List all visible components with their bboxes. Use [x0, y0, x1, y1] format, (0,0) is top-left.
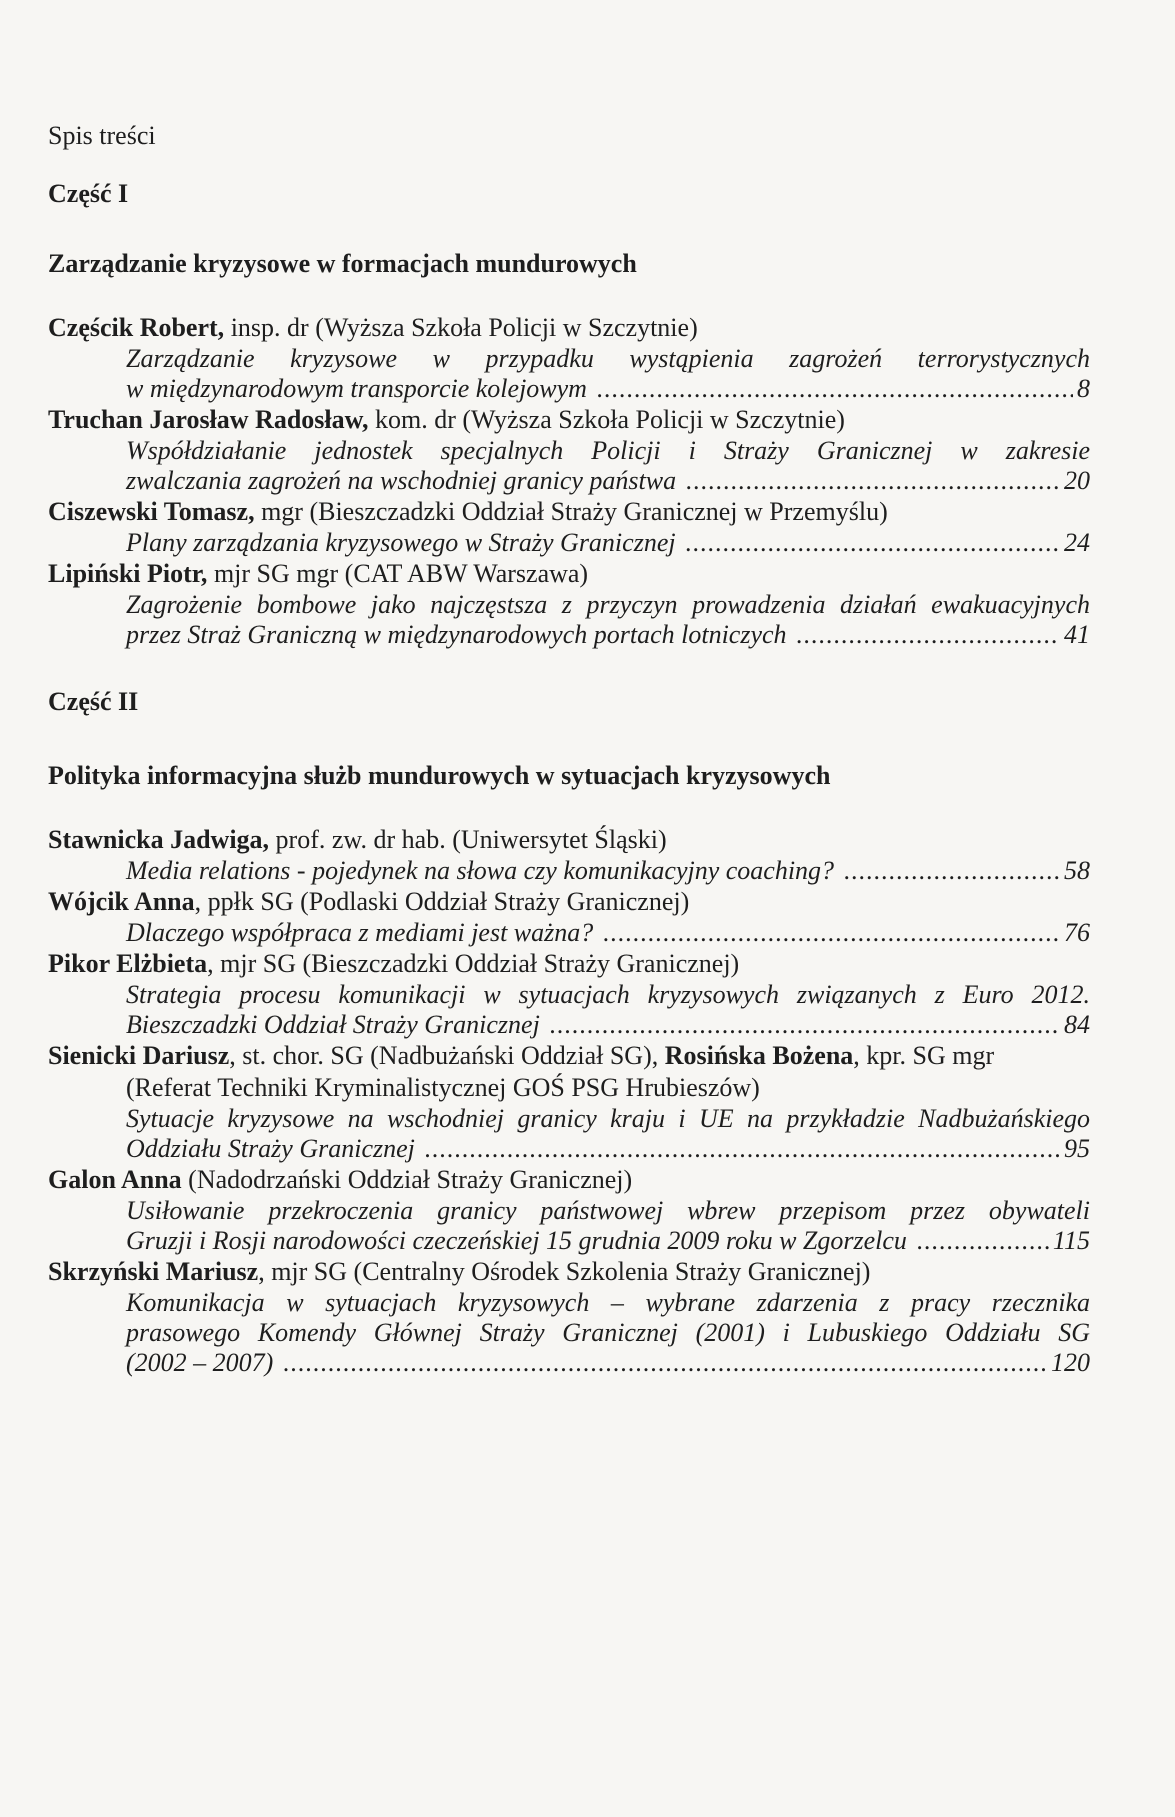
leader-dots — [686, 528, 1060, 558]
entry-title-text: (2002 – 2007) — [126, 1348, 274, 1377]
author-name: Pikor Elżbieta — [48, 949, 208, 978]
toc-entry — [48, 1164, 1090, 1256]
author-name: Truchan Jarosław Radosław, — [48, 405, 369, 434]
entry-title-text: w międzynarodowym transporcie kolejowym — [126, 374, 587, 403]
entry-title-line: Sytuacje kryzysowe na wschodniej granicy kraju i UE na przykładzie Nadbużańskiego — [126, 1104, 1090, 1133]
toc-entry — [48, 558, 1090, 650]
entry-title-last[interactable] — [126, 1010, 1090, 1040]
part-title: Zarządzanie kryzysowe w formacjach mundurowych — [48, 249, 637, 278]
toc-entry — [48, 824, 1090, 886]
entry-title-text: Media relations - pojedynek na słowa czy komunikacyjny coaching? — [126, 856, 835, 885]
entry-author — [48, 824, 1090, 856]
entry-title-text: Gruzji i Rosji narodowości czeczeńskiej 15 grudnia 2009 roku w Zgorzelcu — [126, 1226, 907, 1255]
author-affiliation: insp. dr (Wyższa Szkoła Policji w Szczytnie) — [224, 313, 698, 342]
coauthor-affiliation: , kpr. SG mgr — [853, 1041, 995, 1070]
entry-author — [48, 886, 1090, 918]
entry-title-text: Dlaczego współpraca z mediami jest ważna? — [126, 918, 594, 947]
author-name: Sienicki Dariusz — [48, 1041, 230, 1070]
author-affiliation: , st. chor. SG (Nadbużański Oddział SG), — [229, 1041, 665, 1070]
leader-dots — [597, 374, 1073, 404]
entry-title-last[interactable] — [126, 1134, 1090, 1164]
entry-title-last[interactable] — [126, 620, 1090, 650]
page-number: 41 — [1064, 620, 1090, 649]
entry-list — [48, 824, 1090, 1378]
page-number: 115 — [1052, 1226, 1090, 1255]
leader-dots — [844, 856, 1060, 886]
entry-title-line: prasowego Komendy Głównej Straży Granicznej (2001) i Lubuskiego Oddziału SG — [126, 1318, 1090, 1347]
author-name: Skrzyński Mariusz — [48, 1257, 259, 1286]
toc-entry — [48, 1040, 1090, 1164]
author-affiliation: (Nadodrzański Oddział Straży Granicznej) — [181, 1165, 633, 1194]
entry-title-line: Współdziałanie jednostek specjalnych Policji i Straży Granicznej w zakresie — [126, 436, 1090, 465]
page-number: 20 — [1064, 466, 1090, 495]
entry-title-last[interactable] — [126, 528, 1090, 558]
author-name: Częścik Robert, — [48, 313, 225, 342]
part-title: Polityka informacyjna służb mundurowych w sytuacjach kryzysowych — [48, 761, 831, 790]
toc-entry — [48, 1256, 1090, 1378]
entry-title-text: Oddziału Straży Granicznej — [126, 1134, 415, 1163]
author-name: Galon Anna — [48, 1165, 182, 1194]
page-number: 120 — [1051, 1348, 1090, 1377]
page-number: 95 — [1064, 1134, 1090, 1163]
author-affiliation: , ppłk SG (Podlaski Oddział Straży Granicznej) — [194, 887, 690, 916]
entry-title-line: Strategia procesu komunikacji w sytuacjach kryzysowych związanych z Euro 2012. — [126, 980, 1090, 1009]
leader-dots — [603, 918, 1060, 948]
leader-dots — [797, 620, 1060, 650]
author-name: Lipiński Piotr, — [48, 559, 208, 588]
entry-title-line: Zarządzanie kryzysowe w przypadku wystąpienia zagrożeń terrorystycznych — [126, 344, 1090, 373]
leader-dots — [283, 1348, 1047, 1378]
toc-heading: Spis treści — [48, 121, 156, 150]
entry-title-line: Zagrożenie bombowe jako najczęstsza z przyczyn prowadzenia działań ewakuacyjnych — [126, 590, 1090, 619]
part-label: Część II — [48, 687, 139, 716]
author-name: Ciszewski Tomasz, — [48, 497, 255, 526]
entry-author — [48, 1164, 1090, 1196]
page-number: 58 — [1064, 856, 1090, 885]
part-label: Część I — [48, 179, 129, 208]
entry-title-text: zwalczania zagrożeń na wschodniej granicy państwa — [126, 466, 677, 495]
leader-dots — [425, 1134, 1060, 1164]
author-name: Stawnicka Jadwiga, — [48, 825, 270, 854]
author-affiliation: , mjr SG (Centralny Ośrodek Szkolenia Straży Granicznej) — [258, 1257, 871, 1286]
toc-entry — [48, 948, 1090, 1040]
page-number: 84 — [1064, 1010, 1090, 1039]
entry-author — [48, 1256, 1090, 1288]
entry-author — [48, 558, 1090, 590]
entry-title-text: Bieszczadzki Oddział Straży Granicznej — [126, 1010, 540, 1039]
toc-entry — [48, 312, 1090, 404]
entry-title-last[interactable] — [126, 1226, 1090, 1256]
leader-dots — [550, 1010, 1060, 1040]
author-affiliation: mjr SG mgr (CAT ABW Warszawa) — [207, 559, 589, 588]
entry-title-last[interactable] — [126, 918, 1090, 948]
entry-title-line: Usiłowanie przekroczenia granicy państwowej wbrew przepisom przez obywateli — [126, 1196, 1090, 1225]
entry-title-text: Plany zarządzania kryzysowego w Straży Granicznej — [126, 528, 676, 557]
author-name: Wójcik Anna — [48, 887, 195, 916]
toc-entry — [48, 886, 1090, 948]
author-affiliation: , mjr SG (Bieszczadzki Oddział Straży Granicznej) — [207, 949, 740, 978]
page-number: 24 — [1064, 528, 1090, 557]
entry-author — [48, 312, 1090, 344]
author-affiliation: prof. zw. dr hab. (Uniwersytet Śląski) — [269, 825, 667, 854]
author-affiliation: mgr (Bieszczadzki Oddział Straży Granicznej w Przemyślu) — [254, 497, 888, 526]
entry-title-line: Komunikacja w sytuacjach kryzysowych – wybrane zdarzenia z pracy rzecznika — [126, 1288, 1090, 1317]
entry-title-last[interactable] — [126, 374, 1090, 404]
toc-entry — [48, 496, 1090, 558]
leader-dots — [917, 1226, 1049, 1256]
leader-dots — [686, 466, 1060, 496]
entry-author — [48, 1040, 1090, 1072]
entry-list — [48, 312, 1090, 650]
author-affiliation-continued: (Referat Techniki Kryminalistycznej GOŚ PSG Hrubieszów) — [126, 1073, 760, 1102]
coauthor-name: Rosińska Bożena — [664, 1041, 854, 1070]
entry-author — [48, 404, 1090, 436]
page-number: 8 — [1077, 374, 1090, 403]
toc-entry — [48, 404, 1090, 496]
entry-title-last[interactable] — [126, 466, 1090, 496]
entry-author — [48, 496, 1090, 528]
table-of-contents — [48, 118, 1090, 1378]
entry-author — [48, 948, 1090, 980]
page-number: 76 — [1064, 918, 1090, 947]
entry-title-last[interactable] — [126, 1348, 1090, 1378]
author-affiliation: kom. dr (Wyższa Szkoła Policji w Szczytnie) — [368, 405, 845, 434]
entry-title-text: przez Straż Graniczną w międzynarodowych portach lotniczych — [126, 620, 787, 649]
entry-title-last[interactable] — [126, 856, 1090, 886]
